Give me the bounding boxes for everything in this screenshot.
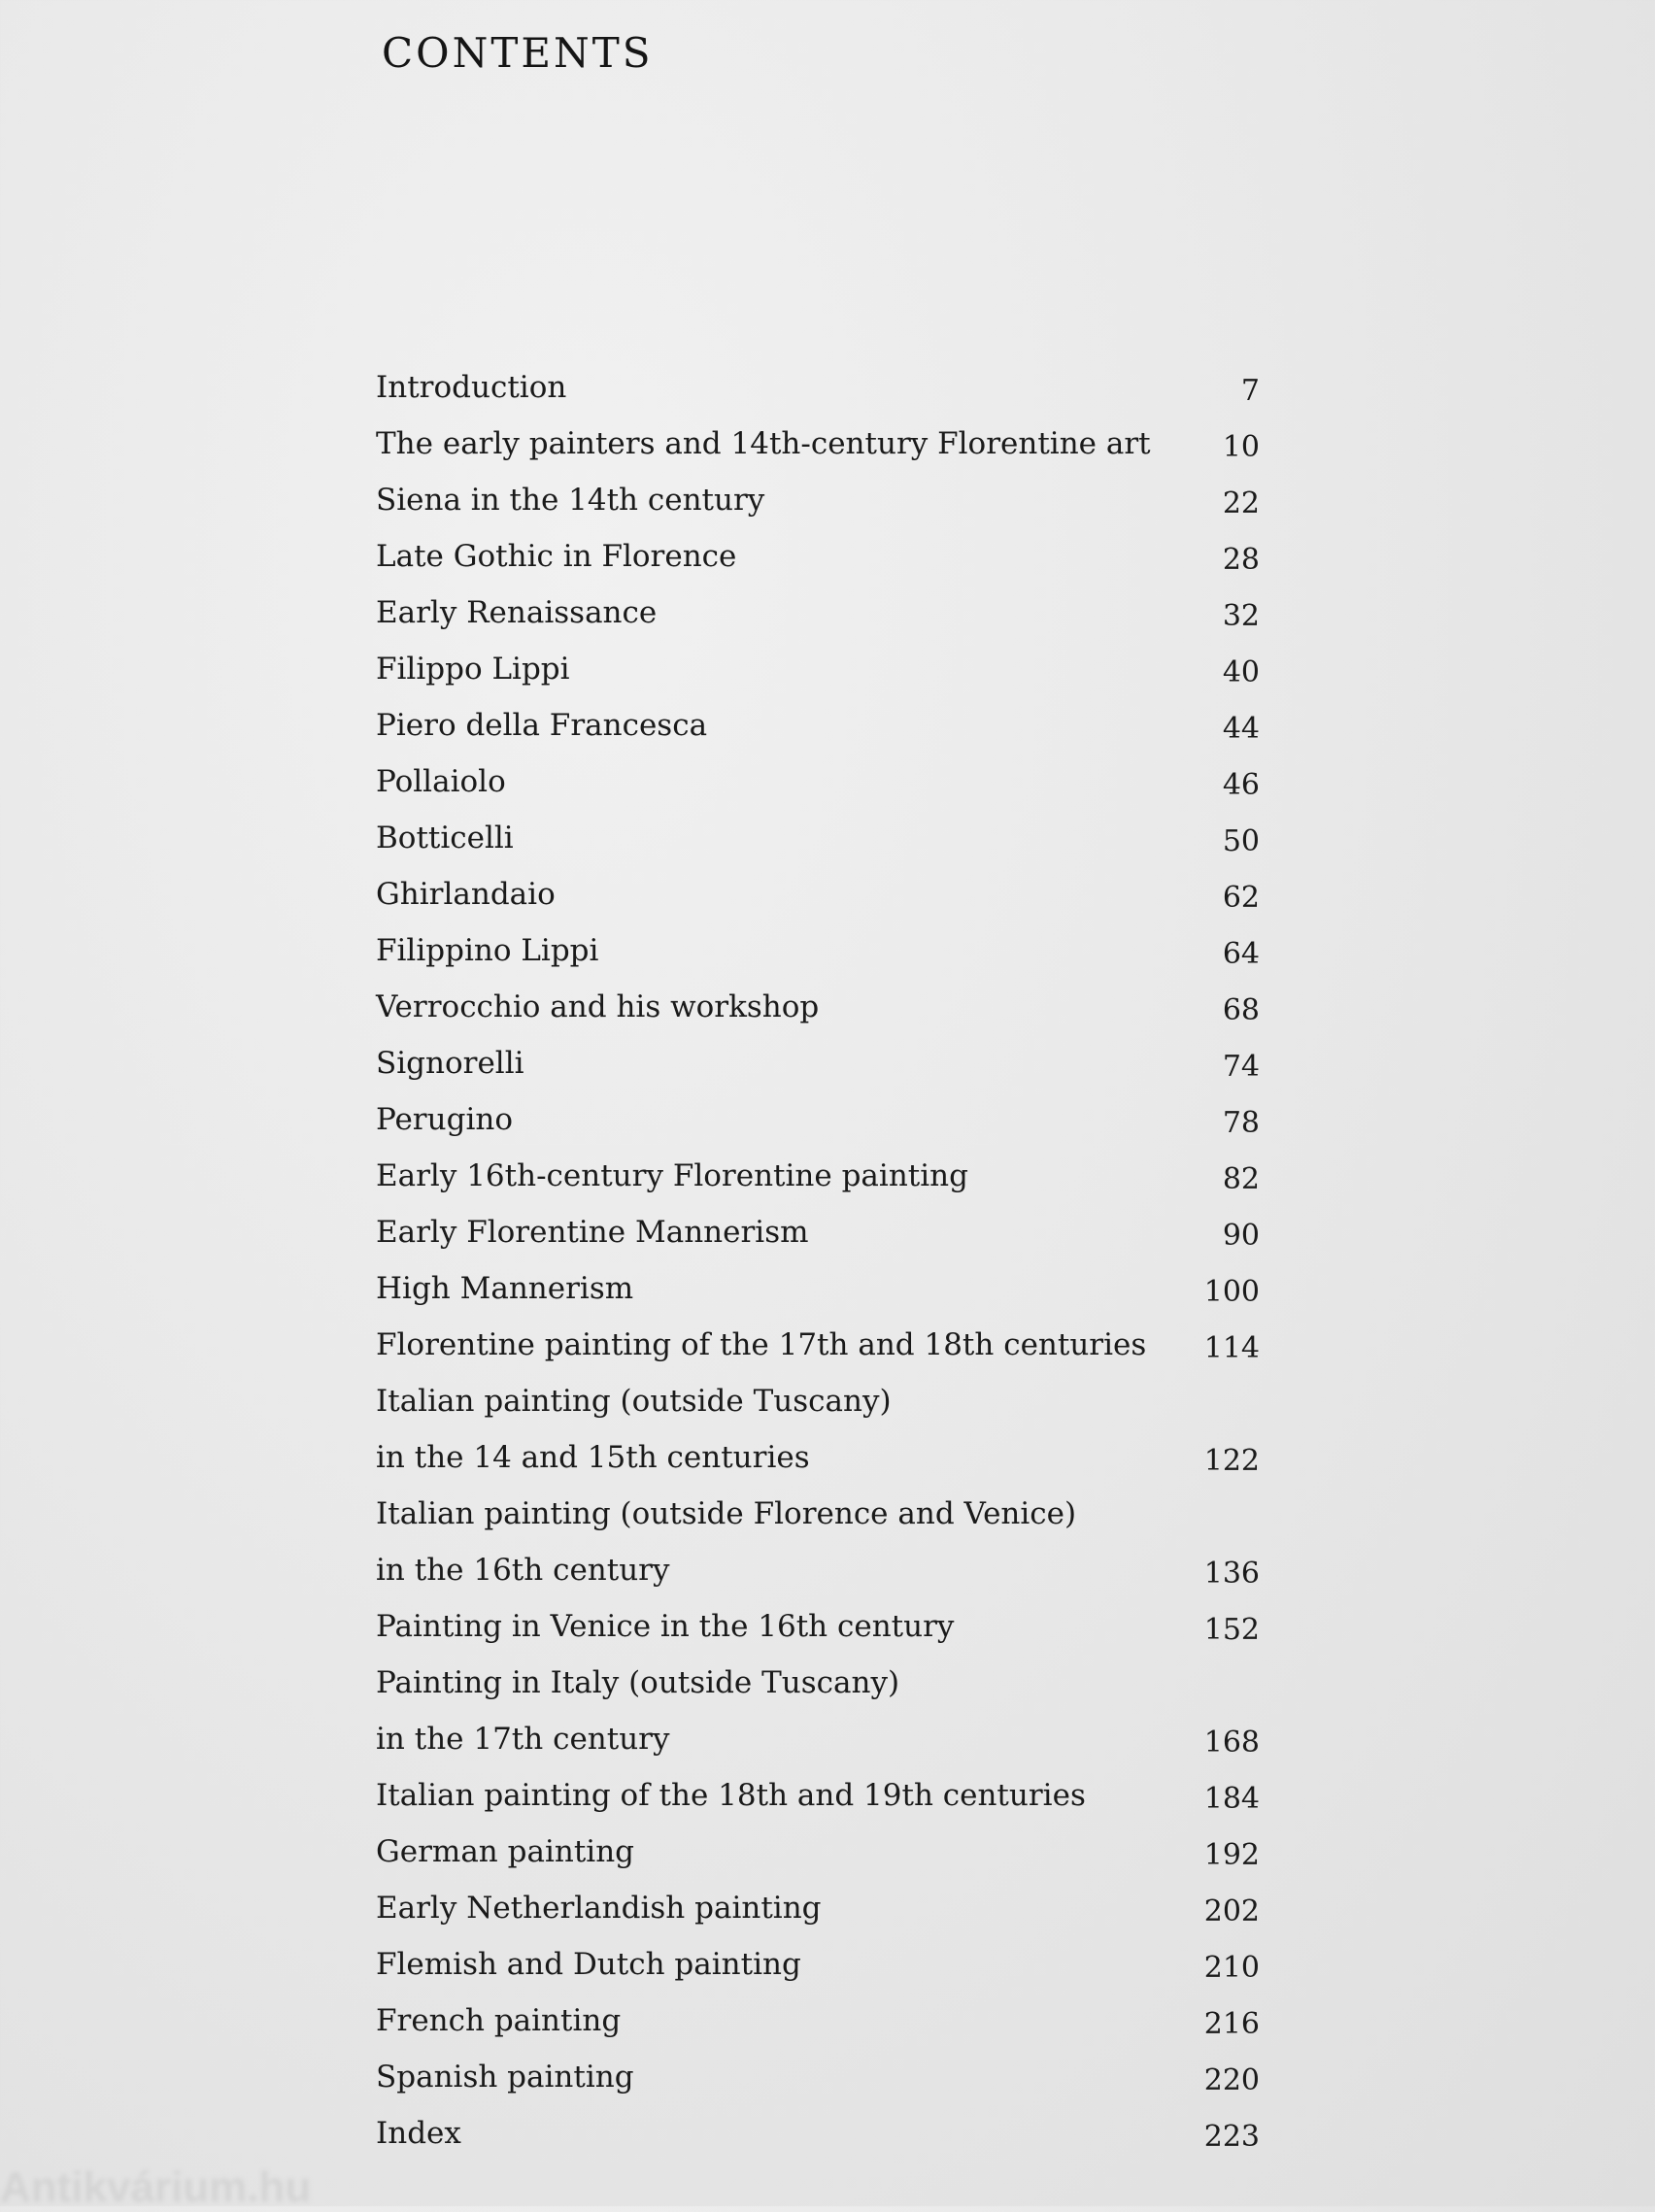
- toc-entry-page: 46: [1222, 768, 1260, 802]
- page-title: CONTENTS: [382, 29, 654, 77]
- toc-entry[interactable]: [376, 922, 1260, 979]
- toc-entry-title: Flemish and Dutch painting: [376, 1947, 801, 1982]
- toc-entry-page: 152: [1203, 1613, 1260, 1647]
- toc-entry-title: Botticelli: [376, 821, 514, 855]
- toc-entry-title: Pollaiolo: [376, 764, 506, 799]
- toc-entry-title: Italian painting (outside Florence and Venice): [376, 1496, 1077, 1531]
- toc-entry[interactable]: [376, 585, 1260, 641]
- toc-entry[interactable]: [376, 1035, 1260, 1091]
- toc-entry-title: Introduction: [376, 370, 567, 405]
- toc-entry-page: 32: [1222, 599, 1260, 633]
- toc-entry-title: Early Renaissance: [376, 595, 658, 630]
- toc-entry[interactable]: [376, 359, 1260, 416]
- toc-entry-title: Index: [376, 2116, 461, 2151]
- toc-entry[interactable]: [376, 1204, 1260, 1260]
- toc-entry[interactable]: [376, 1542, 1260, 1598]
- toc-entry-page: 78: [1222, 1106, 1260, 1140]
- table-of-contents: [376, 359, 1260, 2162]
- toc-entry-title: German painting: [376, 1834, 635, 1869]
- toc-entry[interactable]: [376, 1880, 1260, 1936]
- toc-entry-title: The early painters and 14th-century Florentine art: [376, 426, 1151, 461]
- toc-entry-title: Italian painting (outside Tuscany): [376, 1384, 892, 1419]
- toc-entry-title: French painting: [376, 2003, 622, 2038]
- toc-entry-title: in the 16th century: [376, 1553, 670, 1588]
- toc-entry[interactable]: [376, 866, 1260, 922]
- toc-entry-page: 68: [1222, 993, 1260, 1027]
- toc-entry[interactable]: [376, 697, 1260, 754]
- toc-entry-page: 202: [1203, 1894, 1260, 1928]
- toc-entry-page: 136: [1203, 1557, 1260, 1591]
- toc-entry-title: Siena in the 14th century: [376, 483, 765, 518]
- toc-entry[interactable]: [376, 1260, 1260, 1317]
- toc-entry[interactable]: [376, 1824, 1260, 1880]
- toc-entry[interactable]: [376, 1993, 1260, 2049]
- toc-entry-page: 44: [1222, 712, 1260, 746]
- toc-entry[interactable]: [376, 1936, 1260, 1993]
- toc-entry[interactable]: [376, 528, 1260, 585]
- toc-entry-page: 100: [1203, 1275, 1260, 1309]
- toc-entry[interactable]: [376, 1373, 1260, 1429]
- toc-entry-title: Piero della Francesca: [376, 708, 708, 743]
- toc-entry-page: 50: [1222, 824, 1260, 858]
- toc-entry-title: Perugino: [376, 1102, 513, 1137]
- toc-entry-page: 90: [1222, 1219, 1260, 1253]
- toc-entry[interactable]: [376, 2049, 1260, 2105]
- toc-entry-page: 216: [1203, 2007, 1260, 2041]
- toc-entry-title: Spanish painting: [376, 2060, 634, 2095]
- toc-entry-title: Early Netherlandish painting: [376, 1891, 822, 1926]
- toc-entry[interactable]: [376, 1317, 1260, 1373]
- toc-entry-page: 10: [1222, 430, 1260, 464]
- toc-entry-title: Early 16th-century Florentine painting: [376, 1158, 968, 1193]
- toc-entry-page: 114: [1203, 1331, 1260, 1365]
- toc-entry[interactable]: [376, 810, 1260, 866]
- toc-entry-title: High Mannerism: [376, 1271, 634, 1306]
- toc-entry[interactable]: [376, 754, 1260, 810]
- toc-entry-title: Late Gothic in Florence: [376, 539, 737, 574]
- toc-entry-title: Florentine painting of the 17th and 18th centuries: [376, 1327, 1147, 1362]
- toc-entry[interactable]: [376, 1711, 1260, 1767]
- toc-entry-page: 82: [1222, 1162, 1260, 1196]
- toc-entry-title: Filippino Lippi: [376, 933, 599, 968]
- toc-entry-page: 74: [1222, 1050, 1260, 1084]
- toc-entry-page: 210: [1203, 1951, 1260, 1985]
- toc-entry-page: 122: [1203, 1444, 1260, 1478]
- watermark: Antikvárium.hu: [0, 2163, 312, 2211]
- toc-entry[interactable]: [376, 1598, 1260, 1655]
- toc-entry[interactable]: [376, 1091, 1260, 1148]
- toc-entry-page: 220: [1203, 2063, 1260, 2097]
- toc-entry-title: Ghirlandaio: [376, 877, 556, 912]
- toc-entry-title: in the 14 and 15th centuries: [376, 1440, 810, 1475]
- toc-entry-title: Verrocchio and his workshop: [376, 989, 820, 1024]
- toc-entry[interactable]: [376, 979, 1260, 1035]
- toc-entry-page: 62: [1222, 881, 1260, 915]
- toc-entry-page: 192: [1203, 1838, 1260, 1872]
- toc-entry-page: 7: [1240, 374, 1260, 408]
- toc-entry[interactable]: [376, 2105, 1260, 2162]
- toc-entry-title: Filippo Lippi: [376, 652, 570, 687]
- toc-entry[interactable]: [376, 1767, 1260, 1824]
- toc-entry-page: 168: [1203, 1726, 1260, 1760]
- toc-entry[interactable]: [376, 1486, 1260, 1542]
- toc-entry-page: 28: [1222, 543, 1260, 577]
- toc-entry-page: 223: [1203, 2120, 1260, 2154]
- toc-entry-title: Painting in Venice in the 16th century: [376, 1609, 955, 1644]
- toc-entry[interactable]: [376, 641, 1260, 697]
- toc-entry-title: Painting in Italy (outside Tuscany): [376, 1665, 900, 1700]
- toc-entry-title: in the 17th century: [376, 1722, 670, 1757]
- toc-entry[interactable]: [376, 472, 1260, 528]
- toc-entry-page: 64: [1222, 937, 1260, 971]
- toc-entry-page: 22: [1222, 486, 1260, 520]
- toc-entry-title: Italian painting of the 18th and 19th centuries: [376, 1778, 1086, 1813]
- toc-entry-page: 40: [1222, 655, 1260, 689]
- toc-entry[interactable]: [376, 1148, 1260, 1204]
- toc-entry[interactable]: [376, 1429, 1260, 1486]
- toc-entry[interactable]: [376, 416, 1260, 472]
- toc-entry-title: Early Florentine Mannerism: [376, 1215, 809, 1250]
- toc-entry-page: 184: [1203, 1782, 1260, 1816]
- toc-entry-title: Signorelli: [376, 1046, 524, 1081]
- toc-entry[interactable]: [376, 1655, 1260, 1711]
